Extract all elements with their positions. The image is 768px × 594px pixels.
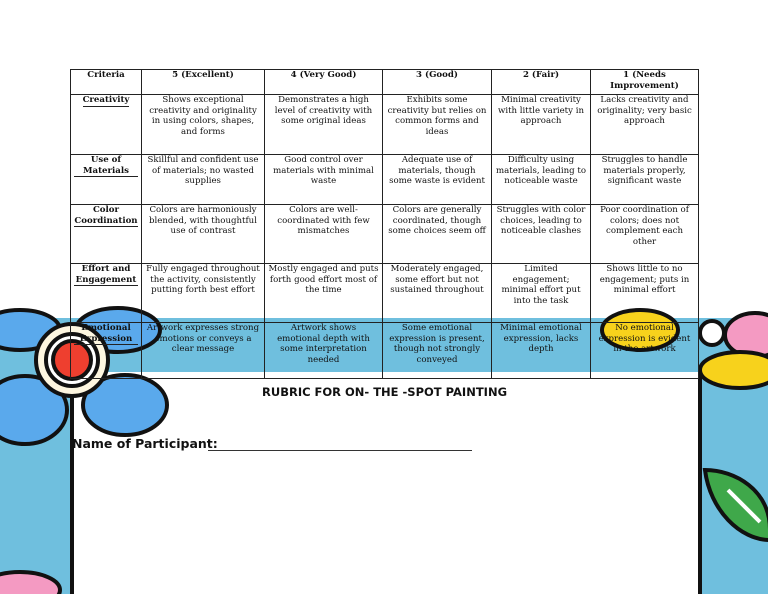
score-cell: Artwork shows emotional depth with some interpretation needed xyxy=(265,323,383,379)
table-row xyxy=(71,95,699,155)
header-fair: 2 (Fair) xyxy=(492,70,591,95)
participant-name-line[interactable] xyxy=(208,450,472,451)
table-row xyxy=(71,205,699,264)
score-cell: Artwork expresses strong emotions or conveys a clear message xyxy=(142,323,265,379)
criteria-label: Use of Materials xyxy=(74,155,138,177)
score-cell: Good control over materials with minimal waste xyxy=(265,155,383,205)
criteria-label: Creativity xyxy=(82,95,130,105)
score-cell: Exhibits some creativity but relies on common forms and ideas xyxy=(383,95,492,155)
score-cell: Colors are harmoniously blended, with thoughtful use of contrast xyxy=(142,205,265,264)
criteria-cell xyxy=(71,155,142,205)
score-cell: Lacks creativity and originality; very basic approach xyxy=(591,95,699,155)
score-cell: Poor coordination of colors; does not complement each other xyxy=(591,205,699,264)
score-cell: Some emotional expression is present, though not strongly conveyed xyxy=(383,323,492,379)
table-row xyxy=(71,155,699,205)
rubric-table xyxy=(70,69,699,379)
score-cell: Fully engaged throughout the activity, consistently putting forth best effort xyxy=(142,264,265,323)
criteria-cell xyxy=(71,264,142,323)
score-cell: Colors are well-coordinated with few mismatches xyxy=(265,205,383,264)
criteria-label: Color Coordination xyxy=(74,205,138,226)
score-cell: Adequate use of materials, though some waste is evident xyxy=(383,155,492,205)
header-criteria: Criteria xyxy=(71,70,142,95)
score-cell: Difficulty using materials, leading to noticeable waste xyxy=(492,155,591,205)
score-cell: Minimal emotional expression, lacks depth xyxy=(492,323,591,379)
score-cell: Demonstrates a high level of creativity with some original ideas xyxy=(265,95,383,155)
criteria-cell xyxy=(71,205,142,264)
document-title: RUBRIC FOR ON- THE -SPOT PAINTING xyxy=(262,385,508,399)
score-cell: Limited engagement; minimal effort put into the task xyxy=(492,264,591,323)
score-cell: Struggles to handle materials properly, significant waste xyxy=(591,155,699,205)
score-cell: Mostly engaged and puts forth good effort most of the time xyxy=(265,264,383,323)
score-cell: Shows exceptional creativity and originality in using colors, shapes, and forms xyxy=(142,95,265,155)
header-good: 3 (Good) xyxy=(383,70,492,95)
participant-label: Name of Participant: xyxy=(72,436,218,451)
score-cell: Shows little to no engagement; puts in minimal effort xyxy=(591,264,699,323)
score-cell: Skillful and confident use of materials; no wasted supplies xyxy=(142,155,265,205)
criteria-cell xyxy=(71,95,142,155)
score-cell: No emotional expression is evident in the artwork xyxy=(591,323,699,379)
header-very-good: 4 (Very Good) xyxy=(265,70,383,95)
header-excellent: 5 (Excellent) xyxy=(142,70,265,95)
score-cell: Struggles with color choices, leading to noticeable clashes xyxy=(492,205,591,264)
score-cell: Minimal creativity with little variety in approach xyxy=(492,95,591,155)
score-cell: Moderately engaged, some effort but not sustained throughout xyxy=(383,264,492,323)
criteria-label: Emotional Expression xyxy=(74,323,138,345)
header-row xyxy=(71,70,699,95)
criteria-cell xyxy=(71,323,142,379)
criteria-label: Effort and Engagement xyxy=(75,264,137,285)
score-cell: Colors are generally coordinated, though some choices seem off xyxy=(383,205,492,264)
table-row xyxy=(71,264,699,323)
table-row xyxy=(71,323,699,379)
header-needs-improvement: 1 (Needs Improvement) xyxy=(591,70,699,95)
